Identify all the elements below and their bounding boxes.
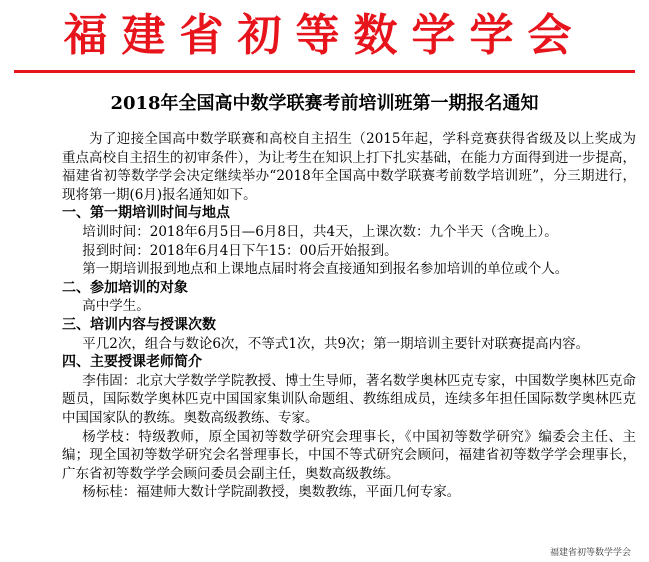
teacher-bio-li: 李伟固：北京大学数学学院教授、博士生导师，著名数学奥林匹克专家，中国数学奥林匹克命题员，国际数学奥林匹克中国国家集训队命题组、教练组成员，连续多年担任国际数学奥林匹克中国国家队的教练。奥数高级教练、专家。 — [62, 372, 636, 426]
watermark-org: 福建省初等数学学会 — [549, 548, 631, 558]
training-time: 培训时间：2018年6月5日—6月8日，共4天，上课次数：九个半天（含晚上）。 — [82, 223, 558, 240]
document-body — [62, 130, 636, 502]
header-rule — [14, 70, 635, 73]
section-heading-3: 三、培训内容与授课次数 — [62, 316, 216, 333]
location-note: 第一期培训报到地点和上课地点届时将会直接通知到报名参加培训的单位或个人。 — [82, 261, 569, 278]
target-audience: 高中学生。 — [82, 298, 150, 315]
document-title: 2018年全国高中数学联赛考前培训班第一期报名通知 — [110, 93, 539, 114]
section-heading-2: 二、参加培训的对象 — [62, 279, 188, 296]
intro-paragraph: 为了迎接全国高中数学联赛和高校自主招生（2015年起，学科竞赛获得省级及以上奖成为重点高校自主招生的初审条件），为让考生在知识上打下扎实基础，在能力方面得到进一步提高，福建省初等数学学会决定继续举办“2018年全国高中数学联赛考前数学培训班”，分三期进行，现将第一期(6月)报名通知如下。 — [62, 131, 636, 203]
section-heading-1: 一、第一期培训时间与地点 — [62, 205, 230, 222]
teacher-bio-yang-biaogui: 杨标桂：福建师大数计学院副教授，奥数教练，平面几何专家。 — [82, 484, 461, 501]
teacher-bio-yang-xuezhi: 杨学枝：特级教师，原全国初等数学研究会理事长，《中国初等数学研究》编委会主任、主编；现全国初等数学研究会名誉理事长，中国不等式研究会顾问，福建省初等数学学会理事长，广东省初等数学学会顾问委员会副主任，奥数高级教练。 — [62, 428, 636, 482]
registration-time: 报到时间：2018年6月4日下午15：00后开始报到。 — [82, 242, 398, 259]
letterhead — [0, 0, 649, 74]
course-content: 平几2次，组合与数论6次，不等式1次，共9次；第一期培训主要针对联赛提高内容。 — [82, 335, 590, 352]
org-name: 福建省初等数学学会 — [63, 10, 586, 61]
section-heading-4: 四、主要授课老师简介 — [62, 354, 202, 371]
